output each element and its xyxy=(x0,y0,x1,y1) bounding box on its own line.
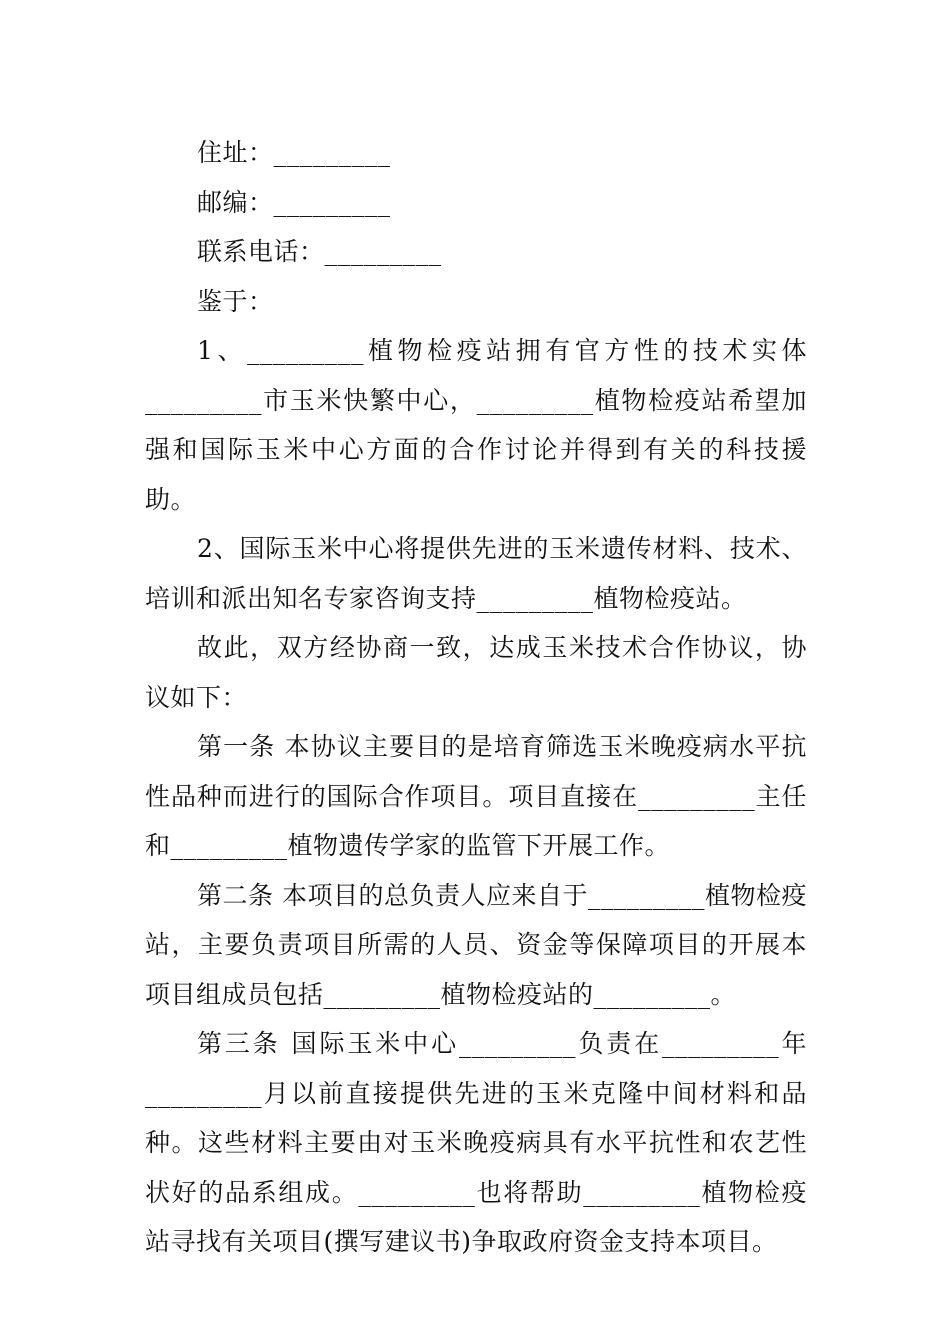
article-3: 第三条 国际玉米中心_________负责在_________年_________月以前直接提供先进的玉米克隆中间材料和品种。这些材料主要由对玉米晚疫病具有水平抗性和农艺性状好的品系组成。_________也将帮助_________植物检疫站寻找有关项目(撰写建议书)争取政府资金支持本项目。 xyxy=(145,1029,807,1256)
postcode-line: 邮编：_________ xyxy=(197,187,391,217)
document-body xyxy=(145,128,807,1267)
agreement-intro: 故此，双方经协商一致，达成玉米技术合作协议，协议如下： xyxy=(145,633,807,712)
article-1: 第一条 本协议主要目的是培育筛选玉米晚疫病水平抗性品种而进行的国际合作项目。项目直接在_________主任和_________植物遗传学家的监管下开展工作。 xyxy=(145,732,807,860)
article-2: 第二条 本项目的总负责人应来自于_________植物检疫站，主要负责项目所需的人员、资金等保障项目的开展本项目组成员包括_________植物检疫站的_________。 xyxy=(145,880,807,1009)
address-line: 住址：_________ xyxy=(197,138,391,167)
whereas-item-2: 2、国际玉米中心将提供先进的玉米遗传材料、技术、培训和派出知名专家咨询支持_________植物检疫站。 xyxy=(145,534,807,613)
phone-line: 联系电话：_________ xyxy=(197,237,442,266)
whereas-item-1: 1、_________植物检疫站拥有官方性的技术实体_________市玉米快繁中心，_________植物检疫站希望加强和国际玉米中心方面的合作讨论并得到有关的科技援助。 xyxy=(145,336,807,514)
whereas-heading: 鉴于： xyxy=(197,286,274,316)
